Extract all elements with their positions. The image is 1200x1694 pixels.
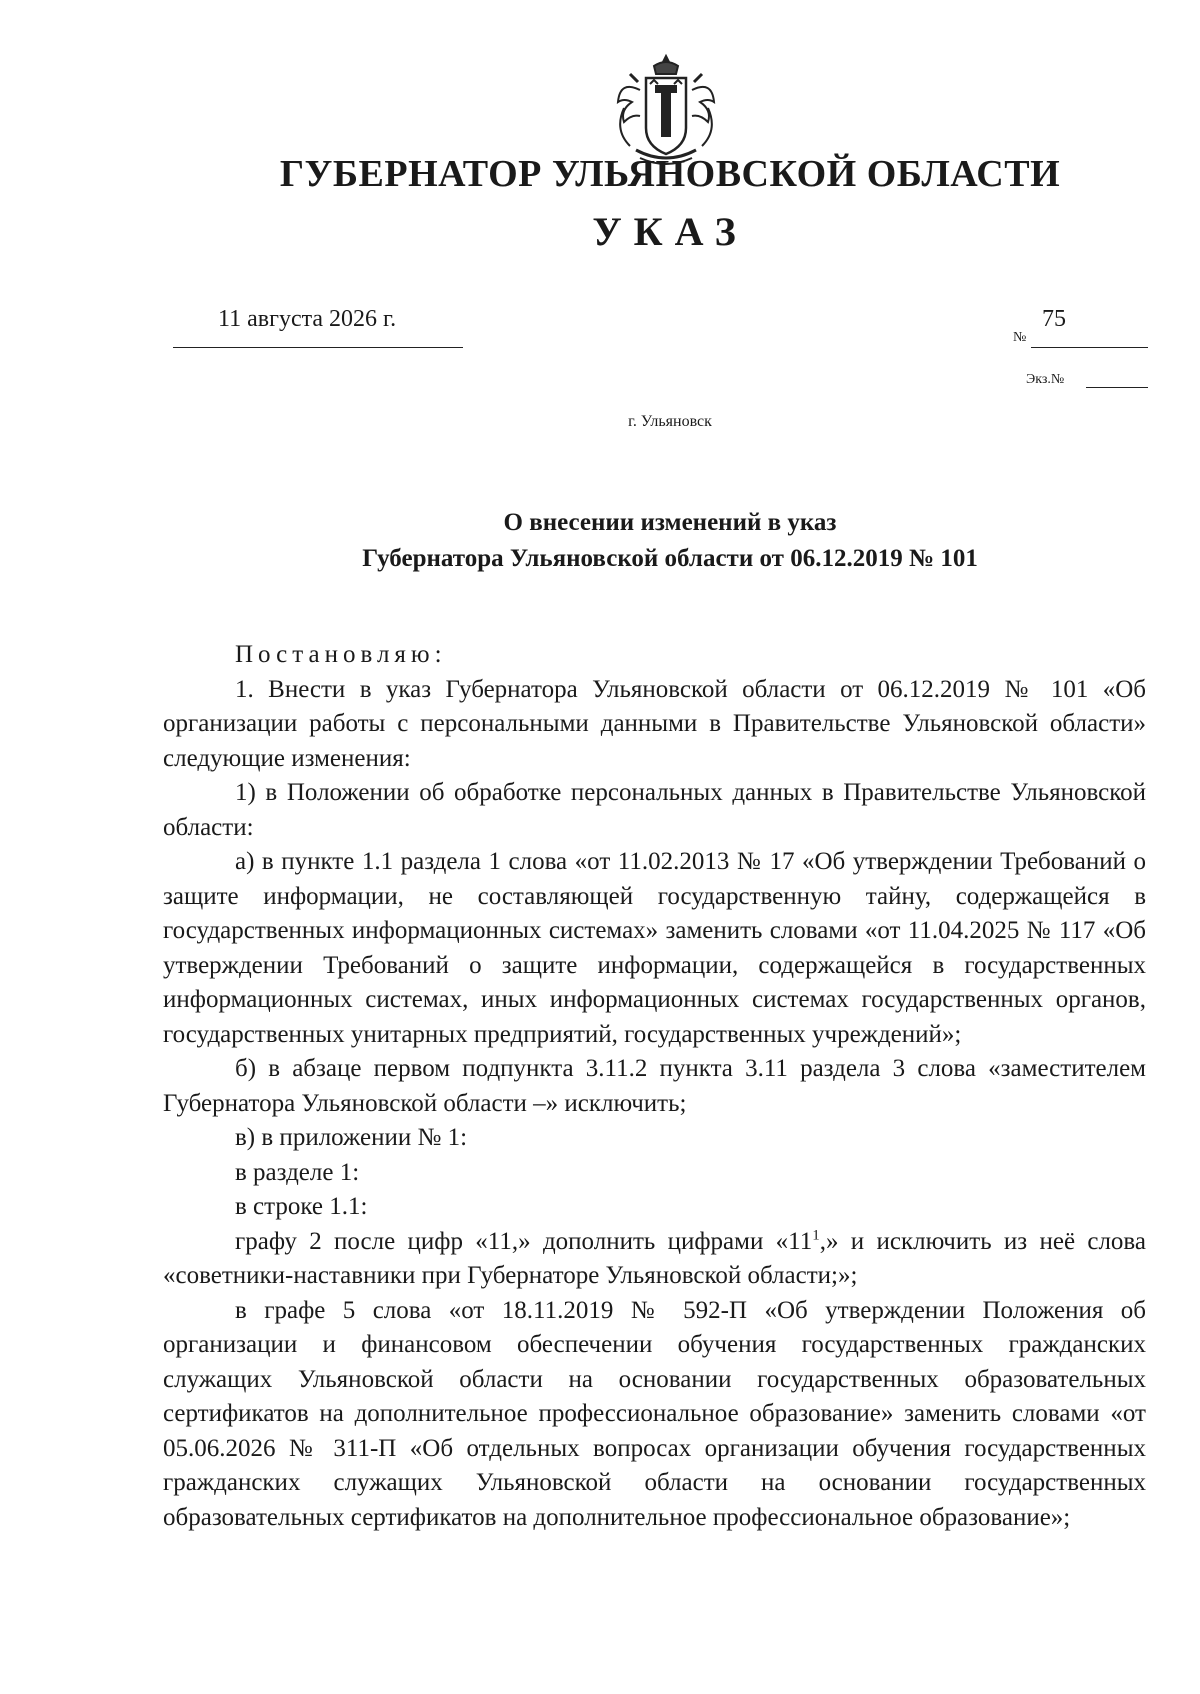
paragraph-3: а) в пункте 1.1 раздела 1 слова «от 11.02.2013 № 17 «Об утверждении Требований о защите информации, не составляющей государственную тайну, содержащейся в государственных информационных системах» заменить словами «от 11.04.2025 № 117 «Об утверждении Требований о защите информации, содержащейся в государственных информационных системах, иных информационных системах государственных органов, государственных унитарных предприятий, государственных учреждений»; [163, 848, 1146, 1048]
document-number: 75 [1042, 306, 1066, 332]
document-subject [0, 505, 1200, 577]
paragraph-2: 1) в Положении об обработке персональных данных в Правительстве Ульяновской области: [163, 779, 1146, 841]
paragraph-8-text-after: ,» и исключить из неё слова «советники-наставники при Губернаторе Ульяновской области;»; [163, 1227, 1147, 1289]
document-type: УКАЗ [592, 209, 748, 254]
paragraph-9: в графе 5 слова «от 18.11.2019 № 592-П «Об утверждении Положения об организации и финансовом обеспечении обучения государственных гражданских служащих Ульяновской области на основании государственных образовательных сертификатов на дополнительное профессиональное образование» заменить словами «от 05.06.2026 № 311-П «Об отдельных вопросах организации обучения государственных гражданских служащих Ульяновской области на основании государственных образовательных сертификатов на дополнительное профессиональное образование»; [163, 1296, 1146, 1531]
copy-number-label: Экз.№ [1026, 372, 1065, 387]
date-underline [173, 347, 463, 348]
paragraph-6: в разделе 1: [235, 1158, 360, 1186]
paragraph-4: б) в абзаце первом подпункта 3.11.2 пункта 3.11 раздела 3 слова «заместителем Губернатора Ульяновской области –» исключить; [163, 1055, 1146, 1117]
number-sign: № [1013, 330, 1027, 345]
paragraph-8 [163, 1225, 1146, 1294]
document-date: 11 августа 2026 г. [218, 306, 397, 332]
subject-line-1: О внесении изменений в указ [503, 509, 837, 536]
document-body [163, 638, 1146, 1535]
copy-number-underline [1086, 387, 1148, 388]
superscript: 1 [812, 1227, 820, 1244]
paragraph-7: в строке 1.1: [235, 1193, 368, 1220]
city: г. Ульяновск [628, 413, 712, 430]
decree-word: Постановляю: [235, 641, 447, 668]
paragraph-1: 1. Внести в указ Губернатора Ульяновской области от 06.12.2019 № 101 «Об организации работы с персональными данными в Правительстве Ульяновской области» следующие изменения: [163, 675, 1146, 772]
paragraph-8-text-before: графу 2 после цифр «11,» дополнить цифрами «11 [235, 1227, 813, 1255]
paragraph-5: в) в приложении № 1: [235, 1124, 468, 1151]
number-underline [1031, 347, 1148, 348]
issuer-title: ГУБЕРНАТОР УЛЬЯНОВСКОЙ ОБЛАСТИ [279, 153, 1061, 195]
subject-line-2: Губернатора Ульяновской области от 06.12.2019 № 101 [362, 545, 978, 572]
